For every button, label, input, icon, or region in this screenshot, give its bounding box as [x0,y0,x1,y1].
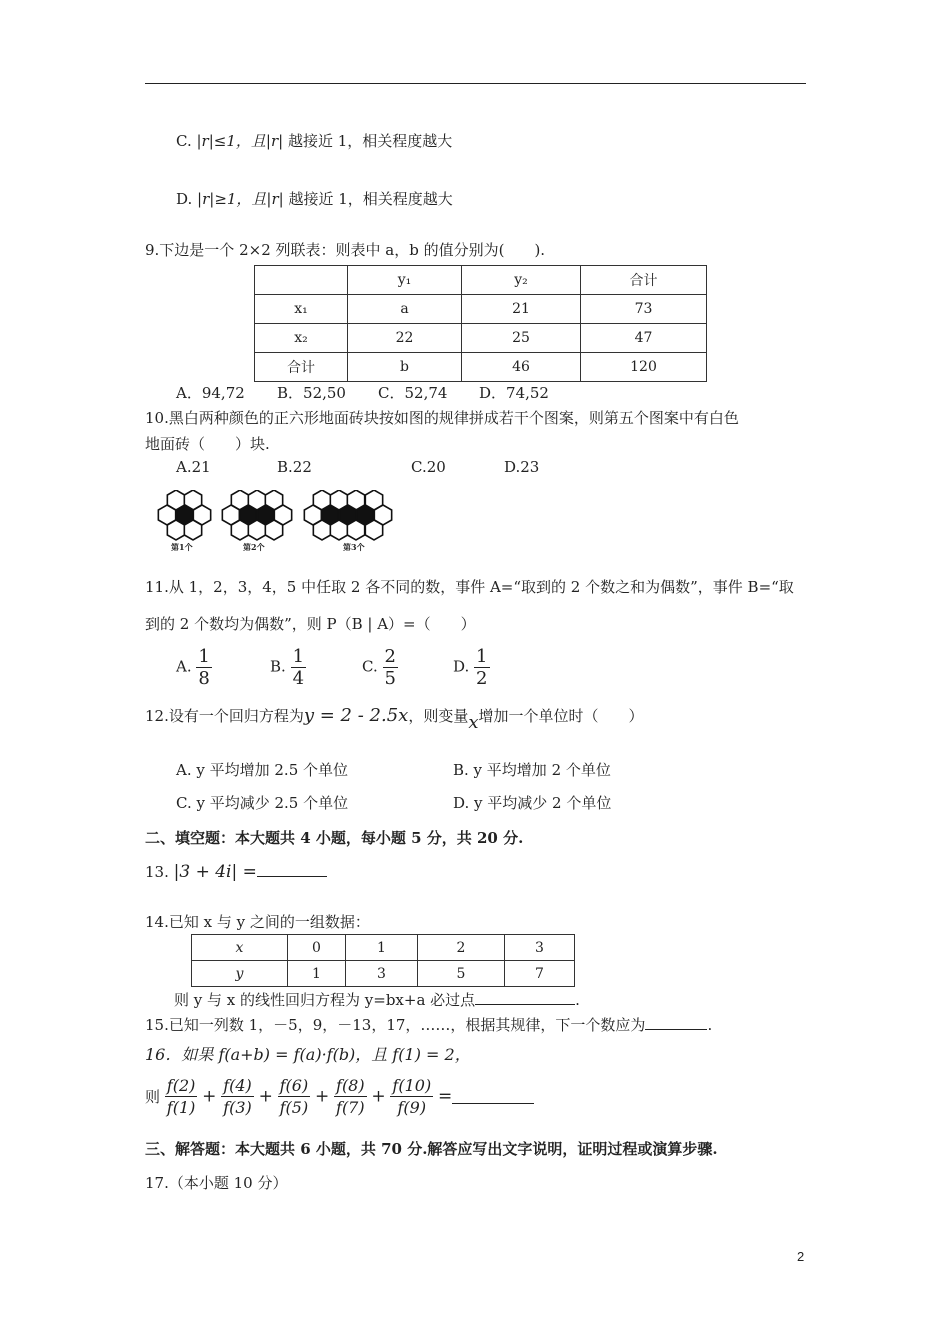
q10-option-b: B.22 [277,458,312,476]
table-cell: x₁ [255,295,348,324]
pattern-3 [304,490,391,540]
hexagon-pattern-figure [155,490,415,555]
section-heading-fill-in: 二、填空题：本大题共 4 小题，每小题 5 分，共 20 分. [145,829,524,847]
q8-option-d: D. |r|≥1，且|r| 越接近 1，相关程度越大 [176,190,453,208]
figure-label-1: 第1个 [171,542,193,552]
page-number: 2 [797,1249,805,1264]
q9-option-b: B．52,50 [277,384,346,402]
table-cell: 7 [505,961,575,987]
q12-option-d: D. y 平均减少 2 个单位 [453,794,612,812]
table-cell: 21 [462,295,581,324]
table-cell: 0 [288,935,346,961]
answer-blank[interactable] [645,1015,707,1030]
table-cell: 合计 [255,353,348,382]
table-cell: 1 [346,935,418,961]
contingency-table [254,265,707,382]
q11-stem-line2: 到的 2 个数均为偶数”，则 P（B | A）=（ ） [145,615,476,633]
q12-option-b: B. y 平均增加 2 个单位 [453,761,611,779]
table-cell: y [192,961,288,987]
q17: 17.（本小题 10 分） [145,1174,288,1192]
q12-stem: 12.设有一个回归方程为y = 2 - 2.5x，则变量x增加一个单位时（ ） [145,705,644,733]
table-cell: 120 [581,353,707,382]
table-cell: 3 [505,935,575,961]
q9-option-a: A．94,72 [176,384,245,402]
q11-option-b: B. $\frac{1}{4}$ [270,646,305,689]
table-cell: 1 [288,961,346,987]
q14-tail: 则 y 与 x 的线性回归方程为 y=bx+a 必过点 . [174,991,580,1009]
q13: 13. |3 + 4i| = [145,862,327,882]
figure-label-2: 第2个 [243,542,265,552]
q9-stem: 9.下边是一个 2×2 列联表：则表中 a，b 的值分别为( ). [145,241,546,259]
q16-expression: 则 $\frac{f(2)}{f(1)}$ + $\frac{f(4)}{f(3)}$ + $\frac{f(6)}{f(5)}$ + $\frac{f(8)}{f(7)}$ + $\frac{f(10)}{f(9)}$ = [145,1075,534,1118]
q12-option-c: C. y 平均减少 2.5 个单位 [176,794,349,812]
table-cell: 2 [418,935,505,961]
table-cell [255,266,348,295]
table-cell: 5 [418,961,505,987]
answer-blank[interactable] [257,862,327,877]
q9-option-d: D．74,52 [479,384,549,402]
q16-line1: 16．如果 f(a+b) = f(a)·f(b)，且 f(1) = 2， [145,1045,471,1064]
header-rule [145,83,806,84]
q11-option-c: C. $\frac{2}{5}$ [362,646,396,689]
q10-stem-line2: 地面砖（ ）块. [145,435,270,453]
data-table [191,934,575,987]
q9-option-c: C．52,74 [378,384,448,402]
table-cell: 46 [462,353,581,382]
table-cell: x [192,935,288,961]
table-cell: 合计 [581,266,707,295]
figure-label-3: 第3个 [343,542,365,552]
section-heading-solutions: 三、解答题：本大题共 6 小题，共 70 分.解答应写出文字说明，证明过程或演算步骤. [145,1140,718,1158]
q14-stem: 14.已知 x 与 y 之间的一组数据： [145,913,370,931]
table-cell: 25 [462,324,581,353]
table-cell: 3 [346,961,418,987]
table-cell: 73 [581,295,707,324]
q10-option-d: D.23 [504,458,540,476]
table-cell: b [348,353,462,382]
table-cell: 22 [348,324,462,353]
table-cell: a [348,295,462,324]
table-cell: y₂ [462,266,581,295]
table-cell: 47 [581,324,707,353]
answer-blank[interactable] [452,1089,534,1104]
pattern-2 [222,490,291,540]
q11-stem-line1: 11.从 1，2，3，4，5 中任取 2 各不同的数，事件 A=“取到的 2 个数之和为偶数”，事件 B=“取 [145,578,794,596]
q12-option-a: A. y 平均增加 2.5 个单位 [176,761,349,779]
q10-option-a: A.21 [176,458,211,476]
q11-option-d: D. $\frac{1}{2}$ [453,646,488,689]
pattern-1 [158,490,210,540]
answer-blank[interactable] [475,990,575,1005]
q8-option-c: C. |r|≤1，且|r| 越接近 1，相关程度越大 [176,132,453,150]
q10-stem-line1: 10.黑白两种颜色的正六形地面砖块按如图的规律拼成若干个图案，则第五个图案中有白色 [145,409,739,427]
q15: 15.已知一列数 1，－5，9，－13，17，……，根据其规律，下一个数应为 . [145,1016,713,1034]
table-cell: x₂ [255,324,348,353]
q11-option-a: A. $\frac{1}{8}$ [176,646,210,689]
q10-option-c: C.20 [411,458,446,476]
table-cell: y₁ [348,266,462,295]
